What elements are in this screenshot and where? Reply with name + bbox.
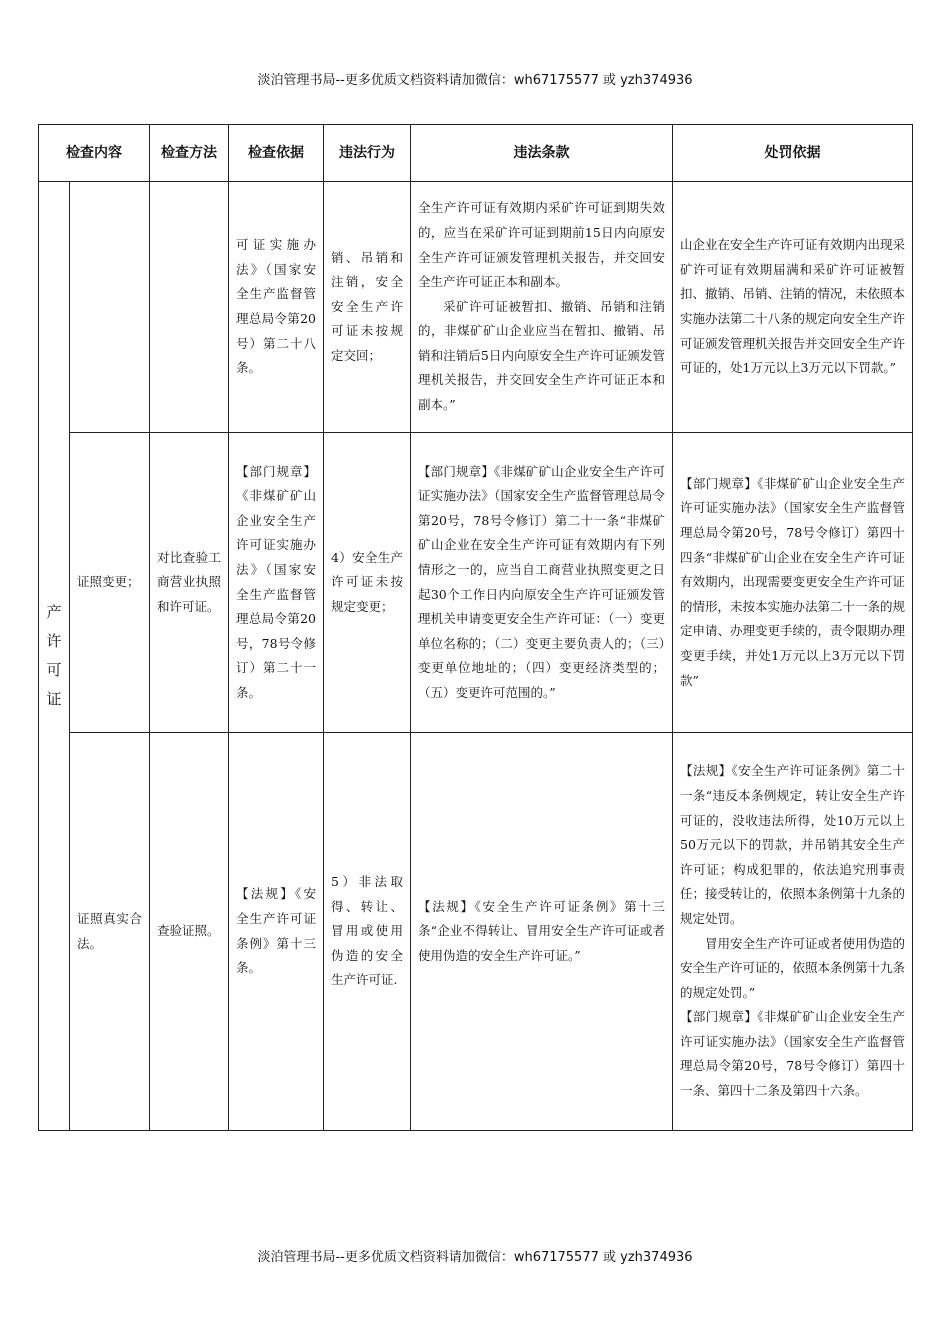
column-header: 检查依据 [229, 125, 324, 182]
content-cell: 证照真实合法。 [70, 733, 150, 1131]
method-cell: 查验证照。 [150, 733, 229, 1131]
column-header: 违法行为 [324, 125, 411, 182]
clause-cell [411, 433, 673, 733]
clause-cell [411, 733, 673, 1131]
penalty-paragraph: 【部门规章】《非煤矿矿山企业安全生产许可证实施办法》（国家安全生产监督管理总局令第20号，78号令修订）第四十四条“非煤矿矿山企业在安全生产许可证有效期内，出现需要变更安全生产许可证的情形，未按本实施办法第二十一条的规定申请、办理变更手续的，责令限期办理变更手续，并处1万元以上3万元以下罚款” [680, 475, 906, 688]
penalty-paragraph: 山企业在安全生产许可证有效期内出现采矿许可证有效期届满和采矿许可证被暂扣、撤销、吊销、注销的情况，未依照本实施办法第二十八条的规定向安全生产许可证颁发管理机关报告并交回安全生产许可证的，处1万元以上3万元以下罚款。” [680, 237, 906, 376]
group-label: 产许可证 [46, 603, 62, 708]
method-cell [150, 182, 229, 433]
basis-cell: 【部门规章】《非煤矿矿山企业安全生产许可证实施办法》（国家安全生产监督管理总局令第20号，78号令修订）第二十一条。 [229, 433, 324, 733]
table-row [39, 182, 913, 433]
penalty-cell [673, 182, 913, 433]
violation-cell: 4）安全生产许可证未按规定变更； [324, 433, 411, 733]
column-header: 检查内容 [39, 125, 150, 182]
violation-cell: 销、吊销和注销，安全安全生产许可证未按规定交回； [324, 182, 411, 433]
penalty-paragraph: 冒用安全生产许可证或者使用伪造的安全生产许可证的，依照本条例第十九条的规定处罚。” [680, 935, 906, 1000]
column-header: 违法条款 [411, 125, 673, 182]
clause-paragraph: 【法规】《安全生产许可证条例》第十三条“企业不得转让、冒用安全生产许可证或者使用伪造的安全生产许可证。” [418, 898, 665, 963]
table-row [39, 433, 913, 733]
violation-cell: 5）非法取得、转让、冒用或使用伪造的安全生产许可证. [324, 733, 411, 1131]
content-cell: 证照变更； [70, 433, 150, 733]
inspection-table [38, 124, 913, 1131]
penalty-paragraph: 【部门规章】《非煤矿矿山企业安全生产许可证实施办法》（国家安全生产监督管理总局令第20号，78号令修订）第四十一条、第四十二条及第四十六条。 [680, 1009, 905, 1099]
column-header: 处罚依据 [673, 125, 913, 182]
clause-cell [411, 182, 673, 433]
group-label-cell [39, 182, 70, 1131]
content-cell [70, 182, 150, 433]
clause-paragraph: 采矿许可证被暂扣、撤销、吊销和注销的，非煤矿矿山企业应当在暂扣、撤销、吊销和注销后5日内向原安全生产许可证颁发管理机关报告，并交回安全生产许可证正本和副本。” [418, 298, 665, 413]
page-header: 淡泊管理书局--更多优质文档资料请加微信：wh67175577 或 yzh374936 [257, 73, 693, 88]
clause-paragraph: 全生产许可证有效期内采矿许可证到期失效的，应当在采矿许可证到期前15日内向原安全生产许可证颁发管理机关报告，并交回安全生产许可证正本和副本。 [418, 200, 665, 290]
clause-paragraph: 【部门规章】《非煤矿矿山企业安全生产许可证实施办法》（国家安全生产监督管理总局令第20号，78号令修订）第二十一条“非煤矿矿山企业在安全生产许可证有效期内有下列情形之一的，应当自工商营业执照变更之日起30个工作日内向原安全生产许可证颁发管理机关申请变更安全生产许可证：（一）变更单位名称的；（二）变更主要负责人的；（三）变更单位地址的；（四）变更经济类型的；（五）变更许可范围的。” [418, 463, 665, 700]
basis-cell: 【法规】《安全生产许可证条例》第十三条。 [229, 733, 324, 1131]
penalty-cell [673, 433, 913, 733]
method-cell: 对比查验工商营业执照和许可证。 [150, 433, 229, 733]
page-footer: 淡泊管理书局--更多优质文档资料请加微信：wh67175577 或 yzh374936 [257, 1250, 693, 1265]
basis-cell: 可证实施办法》（国家安全生产监督管理总局令第20号）第二十八条。 [229, 182, 324, 433]
penalty-cell [673, 733, 913, 1131]
penalty-paragraph: 【法规】《安全生产许可证条例》第二十一条“违反本条例规定，转让安全生产许可证的，没收违法所得，处10万元以上50万元以下的罚款，并吊销其安全生产许可证；构成犯罪的，依法追究刑事责任；接受转让的，依照本条例第十九条的规定处罚。 [680, 763, 906, 926]
column-header: 检查方法 [150, 125, 229, 182]
table-header-row [39, 125, 913, 182]
table-row [39, 733, 913, 1131]
